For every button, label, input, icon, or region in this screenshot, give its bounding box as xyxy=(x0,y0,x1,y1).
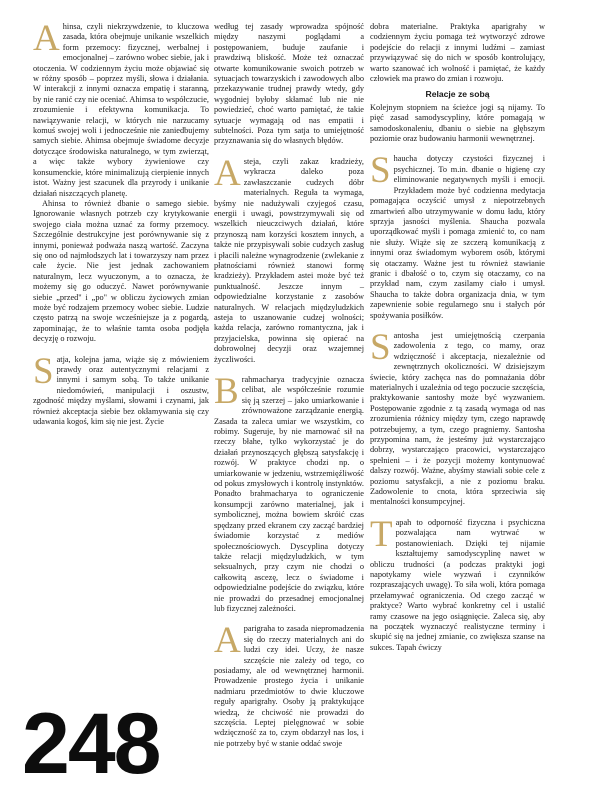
section-heading: Relacje ze sobą xyxy=(425,89,490,100)
paragraph xyxy=(214,371,364,614)
paragraph-text: antosha jest umiejętnością czerpania zadowolenia z tego, co mamy, oraz wdzięczność i akceptacja, niezależnie od zewnętrznych okoliczności. W dzisiejszym świecie, który zachęca nas do pomnażania dóbr materialnych i uzależnia od tego poczucie szczęścia, praktykowanie santoshy może być wyzwaniem. Postępowanie zgodnie z tą zasadą wymaga od nas zrozumienia różnicy między tym, czego naprawdę potrzebujemy, a tym, czego pragniemy. Santosha przypomina nam, że jesteśmy już wystarczająco dobrzy, wystarczająco pracowici, wystarczająco spełnieni – i że pozycji możemy kontynuować dalszy rozwój. Ważne, abyśmy stawiali sobie cele z poziomu satysfakcji, a nie z poziomu braku. Zadowolenie to cnota, która sprzeciwia się mentalności konsumpcyjnej. xyxy=(370,330,545,507)
drop-cap: A xyxy=(214,152,241,194)
page-number: 248 xyxy=(22,696,160,792)
paragraph-text: hinsa, czyli niekrzywdzenie, to kluczowa zasada, która obejmuje unikanie wszelkich form przemocy: fizycznej, werbalnej i emocjonalnej – zarówno wobec siebie, jak i otoczenia. W codziennym życiu może objawiać się w różny sposób – poprzez myśli, słowa i działania. W interakcji z innymi oznacza empatię i staranną, by nie ranić czy nie oceniać. Ahimsa to współczucie, zrozumienie i efektywna komunikacja. To nawiązywanie relacji, w których nie narzucamy komuś swojej woli i jednocześnie nie zaniedbujemy samych siebie. Ahimsa obejmuje świadome decyzje dotyczące środowiska naturalnego, w tym zwierząt, a więc także wybory żywieniowe czy konsumenckie, które minimalizują cierpienie innych istot. Ważny jest szacunek dla przyrody i unikanie działań niszczących planetę. xyxy=(33,22,209,198)
column-2 xyxy=(214,22,364,749)
paragraph-text: Kolejnym stopniem na ścieżce jogi są nijamy. To pięć zasad samodyscypliny, które pomagają w samodoskonaleniu, dbaniu o siebie na głębszym poziomie oraz budowaniu harmonii wewnętrznej. xyxy=(370,102,545,144)
paragraph xyxy=(370,513,545,653)
paragraph-text: haucha dotyczy czystości fizycznej i psychicznej. To m.in. dbanie o higienę czy eliminowanie negatywnych myśli i emocji. Przykładem może być codzienna medytacja pomagająca oczyścić umysł z niepotrzebnych zmartwień albo utrzymywanie w domu ładu, który sprzyja jasności myślenia. Shaucha pozwala uporządkować myśli i pomaga zmienić to, co nam nie służy. Wiąże się ze szczerą komunikacją z innymi oraz świadomym wyborem osób, którymi się otaczamy. Ważne jest tu również stawianie granic i dbałość o to, czym się otaczamy, co na przykład nam, czym zasilamy ciało i umysł. Shaucha to także dobra organizacja dnia, w tym zapewnienie sobie regularnego snu i stałych pór spożywania posiłków. xyxy=(370,154,545,320)
drop-cap: S xyxy=(370,326,391,368)
paragraph xyxy=(370,150,545,321)
drop-cap: A xyxy=(214,620,241,662)
paragraph-text: apah to odporność fizyczna i psychiczna pozwalająca nam wytrwać w postanowieniach. Dzięki tej nijamie kształtujemy samodyscyplinę nawet w obliczu trudności (a podczas praktyki jogi napotykamy wiele wyzwań i czynników rozpraszających uwagę). To siła woli, która pomaga przełamywać ograniczenia. Od czego zacząć w praktyce? Warto wybrać konkretny cel i ustalić ramy czasowe na jego osiągnięcie. Zaleca się, aby na początek wyznaczyć realistyczne terminy i skupić się na jednej zmianie, co zwiększa szanse na sukces. Tapah ćwiczy xyxy=(370,517,545,652)
paragraph-text: dobra materialne. Praktyka aparigrahy w codziennym życiu pomaga też wytworzyć zdrowe podejście do relacji z innymi ludźmi – zamiast przywiązywać się do nich w sposób kontrolujący, warto szanować ich wolność i pamiętać, że każdy człowiek ma prawo do zmian i rozwoju. xyxy=(370,22,545,84)
drop-cap: T xyxy=(370,513,393,555)
paragraph xyxy=(370,22,545,84)
paragraph xyxy=(214,152,364,365)
paragraph xyxy=(370,326,545,508)
paragraph-text: parigraha to zasada niepromadzenia się do rzeczy materialnych ani do ludzi czy idei. Uczy, że nasze szczęście nie zależy od tego, co posiadamy, ale od wewnętrznej harmonii. Prowadzenie prostego życia i unikanie nadmiaru przedmiotów to dwie kluczowe reguły aparigrahy. Osoby ją praktykujące wiedzą, że chciwość nie prowadzi do szczęścia. Leptej pielęgnować w sobie wdzięczność za to, czym obdarzył nas los, i nie potrzeby być w stanie oddać swoje xyxy=(214,624,364,748)
drop-cap: B xyxy=(214,371,239,412)
drop-cap: S xyxy=(370,150,391,192)
paragraph-text: Ahinsa to również dbanie o samego siebie. Ignorowanie własnych potrzeb czy krytykowanie swojego ciała można uznać za formy przemocy. Szczególnie destrukcyjne jest porównywanie się z innymi, ponieważ podważa naszą wartość. Zaczyna się ono od najmłodszych lat i towarzyszy nam przez całe życie. Nie jest jednak zachowaniem naturalnym, lecz wyuczonym, a to oznacza, że możemy się go oduczyć. Nawet porównywanie siebie „przed" i „po" w obliczu życiowych zmian może być rodzajem przemocy wobec siebie. Ludzie często patrzą na swoje wcześniejsze ja z pogardą, zapominając, że to właśnie tamta osoba podjęła decyzję o rozwoju. xyxy=(33,198,209,344)
paragraph-text: steja, czyli zakaz kradzieży, wykracza daleko poza zawłaszczanie cudzych dóbr materialnych. Reguła ta wymaga, byśmy nie nadużywali czyjegoś czasu, energii i uwagi, powstrzymywali się od wszelkich nieuczciwych działań, które przynoszą nam korzyści kosztem innych, a także nie przypisywali sobie cudzych zasług i płacili należne wynagrodzenie (zwlekanie z płatnościami również stanowi formę kradzieży). Przykładem astei może być też punktualność. Jeszcze innym – odpowiedzialne korzystanie z zasobów naturalnych. W relacjach międzyludzkich asteja to uszanowanie cudzej wolności; każda relacja, zarówno romantyczna, jak i przyjacielska, powinna się opierać na dobrowolnej decyzji oraz wzajemnej życzliwości. xyxy=(214,156,364,364)
paragraph-text: rahmacharya tradycyjnie oznacza celibat, ale współcześnie rozumie się ją szerzej – jako umiarkowanie i zrównoważone zarządzanie energią. Zasada ta zaleca umiar we wszystkim, co robimy. Sugeruje, by nie marnować sił na rzeczy błahe, tylko wykorzystać je do działań przynoszących głębszą satysfakcję i rozwój. W praktyce chodzi np. o umiarkowanie w jedzeniu, wstrzemięźliwość od pokus zmysłowych i kontrolę instynktów. Ponadto brahmacharya to ograniczenie konsumpcji zarówno materialnej, jak i symbolicznej, można bowiem skróić czas spędzany przed ekranem czy zacząć bardziej świadomie korzystać z mediów społecznościowych. Dyscyplina dotyczy także relacji międzyludzkich, w tym seksualnych, przy czym nie chodzi o całkowitą ascezę, lecz o świadome i odpowiedzialne podejście do związku, które nie prowadzi do przesadnej emocjonalnej lub fizycznej zależności. xyxy=(214,375,364,613)
paragraph xyxy=(33,199,209,345)
paragraph xyxy=(33,18,209,199)
paragraph-text: atja, kolejna jama, wiąże się z mówieniem prawdy oraz autentycznymi relacjami z innymi i samym sobą. To także unikanie niedomówień, manipulacji i oszustw, zgodność między myślami, słowami i czynami, jak również akceptacja siebie bez okłamywania się czy udawania kogoś, kim się nie jest. Życie xyxy=(33,354,209,427)
drop-cap: S xyxy=(33,350,54,392)
paragraph xyxy=(214,22,364,147)
drop-cap: A xyxy=(33,18,60,59)
paragraph xyxy=(370,103,545,145)
column-1 xyxy=(33,18,209,427)
paragraph xyxy=(33,350,209,428)
paragraph-text: według tej zasady wprowadza spójność między naszymi poglądami a postępowaniem, buduje zaufanie i prawdziwą bliskość. Może też oznaczać otwarte komunikowanie swoich potrzeb w sytuacjach towarzyskich i zawodowych albo przekazywanie trudnej prawdy wtedy, gdy wygodniej byłoby skłamać lub nie nie powiedzieć, choć warto pamiętać, że takie sytuacje wymagają od nas empatii i subtelności. Poza tym satja to umiejętność przyznawania się do własnych błędów. xyxy=(214,22,364,146)
column-3 xyxy=(370,22,545,653)
paragraph xyxy=(214,620,364,749)
